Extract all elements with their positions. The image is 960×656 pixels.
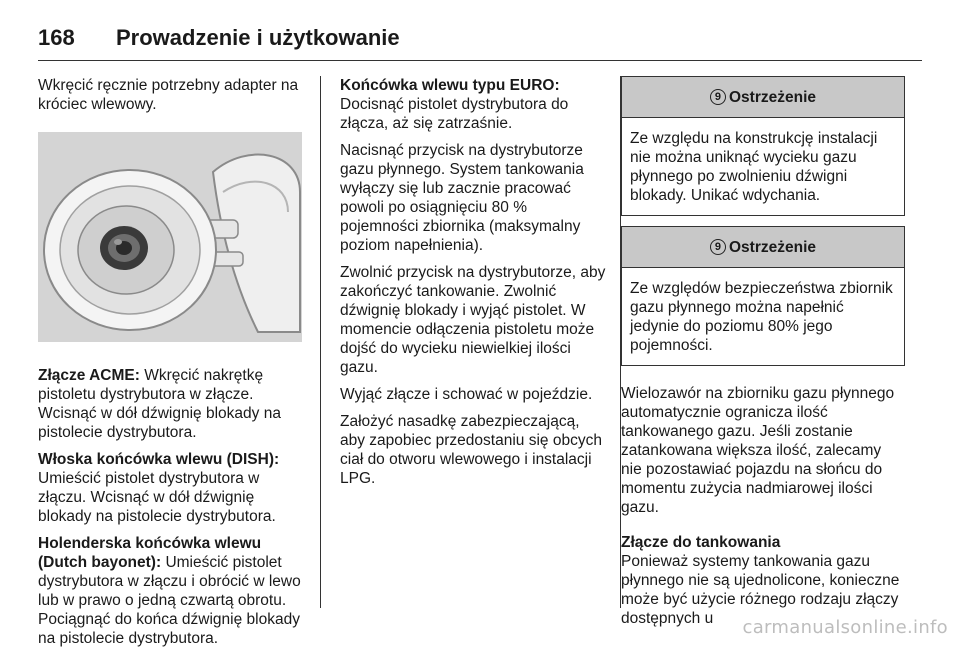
dutch-paragraph: [38, 534, 306, 648]
pump-button-paragraph: Nacisnąć przycisk na dystrybutorze gazu płynnego. System tankowania wyłączy się lub zacznie pracować powoli po osiągnięciu 80 % pojemności zbiornika (maksymalny poziom napełnienia).: [340, 142, 584, 254]
column-2: [340, 76, 608, 496]
fuel-filler-icon: [38, 132, 302, 342]
dish-label: Włoska końcówka wlewu (DISH):: [38, 451, 280, 468]
euro-text: Docisnąć pistolet dystrybutora do złącza, aż się zatrzaśnie.: [340, 96, 569, 132]
acme-label: Złącze ACME:: [38, 367, 140, 384]
dish-paragraph: [38, 450, 306, 526]
euro-paragraph: [340, 76, 608, 133]
connectors-paragraph: [621, 533, 905, 628]
warning-icon: 9: [710, 239, 726, 255]
release-paragraph: Zwolnić przycisk na dystrybutorze, aby zakończyć tankowanie. Zwolnić dźwignię blokady i wyjąć pistolet. W momencie odłączenia pistoletu może dojść do wycieku niewielkiej ilości gazu.: [340, 264, 606, 376]
column-1: [38, 76, 306, 656]
dutch-text: Umieścić pistolet dystrybutora w złączu i obrócić w lewo lub w prawo o jedną czwartą obrotu. Pociągnąć do końca dźwignię blokady na pistolecie dystrybutora.: [38, 554, 301, 647]
multivalve-paragraph: Wielozawór na zbiorniku gazu płynnego automatycznie ogranicza ilość tankowanego gazu. Jeśli zostanie zatankowana większa ilość, zalecamy nie pozostawiać pojazdu na słońcu do momentu zużycia nadmiarowej ilości gazu.: [621, 385, 895, 516]
acme-paragraph: [38, 366, 306, 442]
connectors-heading: Złącze do tankowania: [621, 534, 781, 551]
warning-text-1: Ze względu na konstrukcję instalacji nie można uniknąć wycieku gazu płynnego po zwolnieniu dźwigni blokady. Unikać wdychania.: [630, 130, 878, 204]
watermark: carmanualsonline.info: [742, 617, 948, 638]
page-header: [38, 18, 922, 58]
dish-text: Umieścić pistolet dystrybutora w złączu. Wcisnąć w dół dźwignię blokady na pistolecie dystrybutora.: [38, 470, 276, 525]
column-divider-1: [320, 76, 321, 608]
fuel-filler-cap-illustration: [38, 132, 302, 342]
chapter-title: Prowadzenie i użytkowanie: [116, 25, 400, 50]
warning-title-2: Ostrzeżenie: [728, 238, 816, 256]
cap-paragraph: Założyć nasadkę zabezpieczającą, aby zapobiec przedostaniu się obcych ciał do otworu wlewowego i instalacji LPG.: [340, 413, 602, 487]
euro-label: Końcówka wlewu typu EURO:: [340, 77, 560, 94]
dutch-label: Holenderska końcówka wlewu (Dutch bayonet):: [38, 535, 262, 571]
warning-title-1: Ostrzeżenie: [728, 88, 816, 106]
connectors-text: Ponieważ systemy tankowania gazu płynnego nie są ujednolicone, konieczne może być użycie różnego rodzaju złączy dostępnych u: [621, 553, 900, 627]
warning-header-1: [622, 77, 904, 118]
warning-box-2: [621, 226, 905, 366]
column-3: [621, 76, 905, 636]
warning-header-2: [622, 227, 904, 268]
warning-box-1: [621, 76, 905, 216]
acme-text: Wkręcić nakrętkę pistoletu dystrybutora w złącze. Wcisnąć w dół dźwignię blokady na pistolecie dystrybutora.: [38, 367, 281, 441]
header-divider: [38, 60, 922, 61]
stow-paragraph: Wyjąć złącze i schować w pojeździe.: [340, 386, 593, 403]
warning-icon: 9: [710, 89, 726, 105]
warning-text-2: Ze względów bezpieczeństwa zbiornik gazu płynnego można napełnić jedynie do poziomu 80% jego pojemności.: [630, 280, 893, 354]
intro-paragraph: Wkręcić ręcznie potrzebny adapter na króciec wlewowy.: [38, 77, 299, 113]
page-number: 168: [38, 25, 75, 50]
